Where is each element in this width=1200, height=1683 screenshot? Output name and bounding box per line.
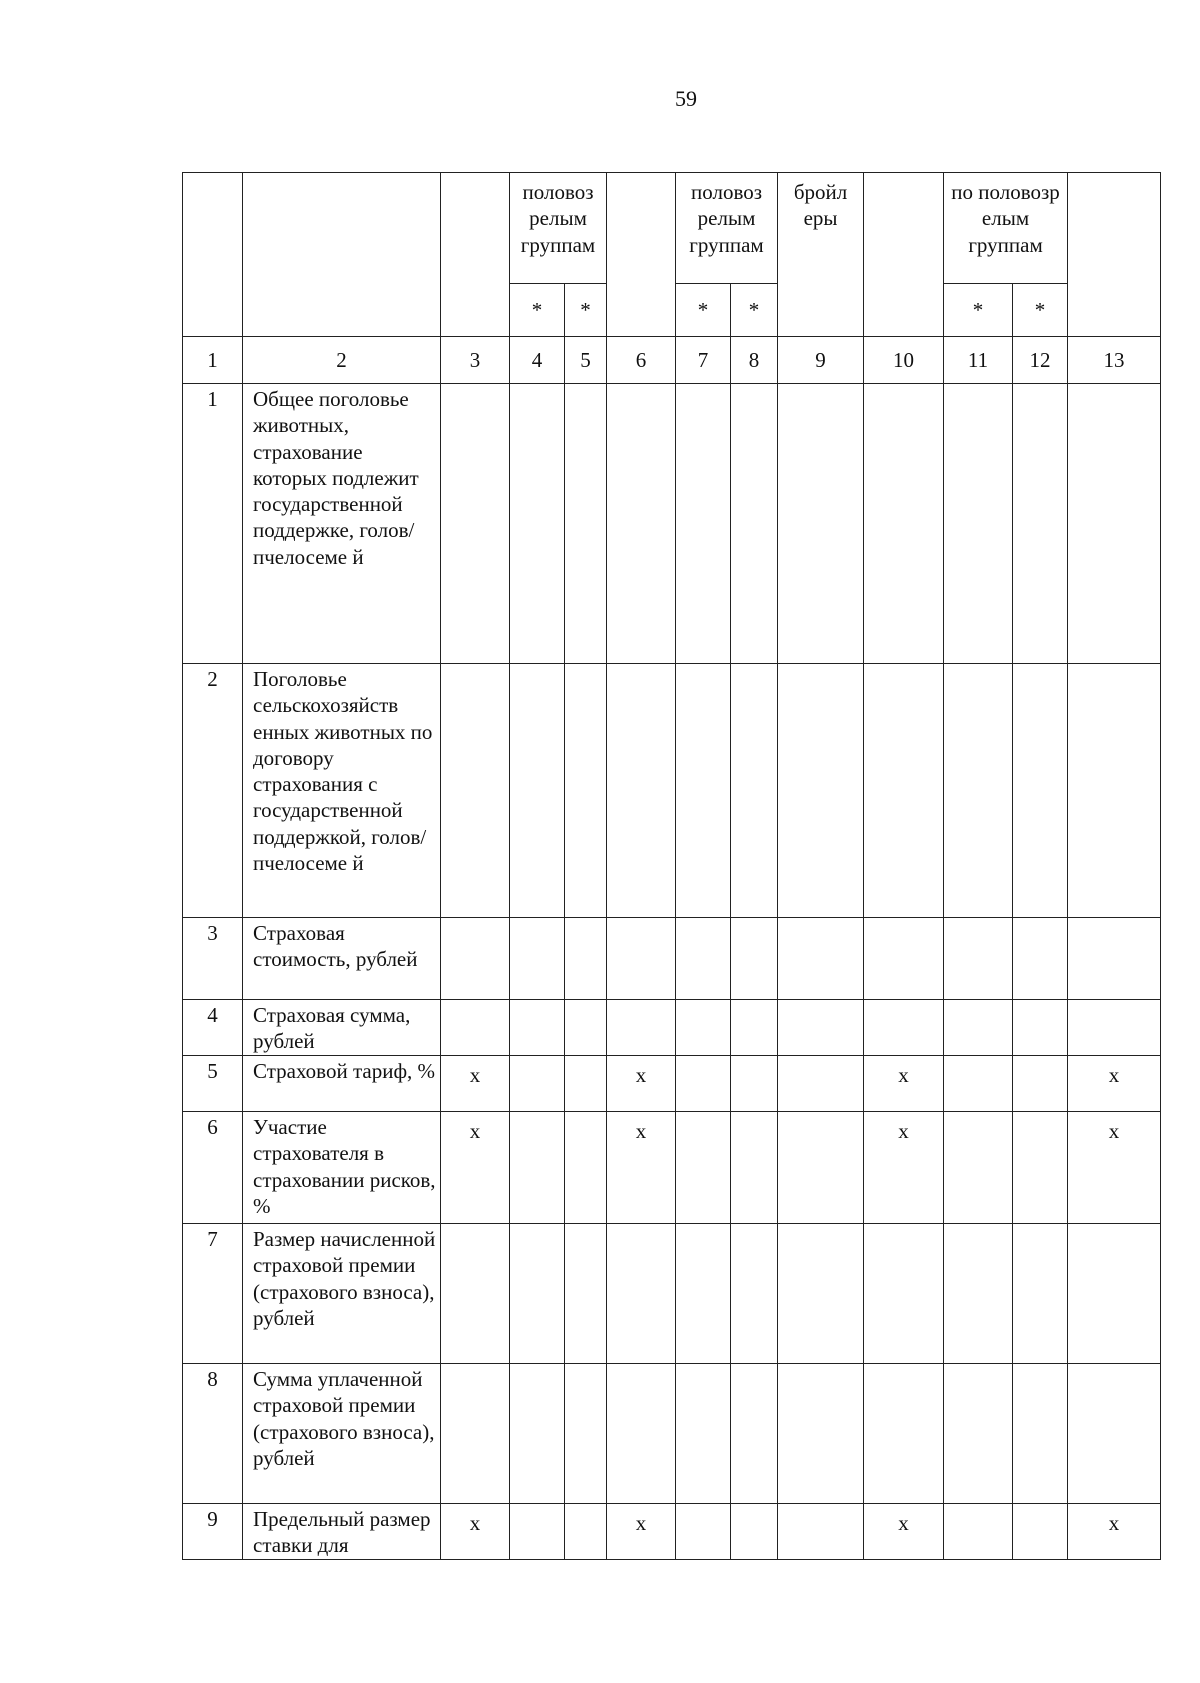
table-row [183,1224,1161,1364]
row-label-cell: Страховой тариф, % [243,1056,441,1112]
header-star-7: * [676,284,731,337]
data-cell [864,1000,944,1056]
data-cell [1068,1224,1161,1364]
header-star-12: * [1013,284,1068,337]
column-number-cell: 12 [1013,337,1068,384]
row-number-cell: 3 [183,918,243,1000]
data-cell [510,384,565,664]
row-label-cell: Страховая стоимость, рублей [243,918,441,1000]
data-cell: х [1068,1504,1161,1560]
table-row [183,1056,1161,1112]
data-cell [676,384,731,664]
data-cell [676,664,731,918]
row-label-cell: Размер начисленной страховой премии (страхового взноса), рублей [243,1224,441,1364]
column-number-cell: 8 [731,337,778,384]
header-cell-6 [607,173,676,337]
data-cell: х [1068,1112,1161,1224]
data-cell [510,1504,565,1560]
data-cell [676,1504,731,1560]
data-cell [731,664,778,918]
page-number: 59 [675,86,697,111]
data-cell [510,1224,565,1364]
data-cell: х [607,1056,676,1112]
data-cell [441,1000,510,1056]
data-cell [607,1224,676,1364]
column-number-cell: 5 [565,337,607,384]
data-cell [731,1000,778,1056]
data-cell [565,1056,607,1112]
data-cell [944,1056,1013,1112]
data-cell: х [607,1112,676,1224]
table-row [183,1000,1161,1056]
data-cell: х [441,1056,510,1112]
data-cell [731,1504,778,1560]
table-row [183,384,1161,664]
table-row [183,1504,1161,1560]
data-cell [778,664,864,918]
data-cell [441,918,510,1000]
data-cell [565,1364,607,1504]
header-star-4: * [510,284,565,337]
data-cell [1013,1224,1068,1364]
data-cell [778,1224,864,1364]
data-cell [778,1000,864,1056]
data-cell [1013,1056,1068,1112]
row-label-cell: Предельный размер ставки для [243,1504,441,1560]
row-label-cell: Поголовье сельскохозяйств енных животных по договору страхования с государственной поддержкой, голов/пчелосеме й [243,664,441,918]
row-label-cell: Участие страхователя в страховании рисков, % [243,1112,441,1224]
data-cell [778,918,864,1000]
column-number-cell: 7 [676,337,731,384]
row-number-cell: 4 [183,1000,243,1056]
data-cell [731,1364,778,1504]
column-number-cell: 1 [183,337,243,384]
row-label-cell: Сумма уплаченной страховой премии (страхового взноса), рублей [243,1364,441,1504]
data-cell [1013,384,1068,664]
row-number-cell: 1 [183,384,243,664]
header-cell-10 [864,173,944,337]
data-cell: х [1068,1056,1161,1112]
data-cell [607,1000,676,1056]
header-star-5: * [565,284,607,337]
data-cell [944,1364,1013,1504]
row-number-cell: 9 [183,1504,243,1560]
row-number-cell: 7 [183,1224,243,1364]
data-cell [944,1504,1013,1560]
header-cell-11-12: по половозр елым группам [944,173,1068,284]
data-cell [676,1224,731,1364]
row-label-cell: Общее поголовье животных, страхование которых подлежит государственной поддержке, голов/пчелосеме й [243,384,441,664]
data-cell [864,664,944,918]
data-cell [1013,1112,1068,1224]
data-cell [607,918,676,1000]
data-cell [510,918,565,1000]
column-number-row [183,337,1161,384]
column-number-cell: 4 [510,337,565,384]
header-row-1 [183,173,1161,284]
data-cell [565,384,607,664]
row-number-cell: 6 [183,1112,243,1224]
row-number-cell: 8 [183,1364,243,1504]
data-cell: х [864,1504,944,1560]
data-cell [731,1056,778,1112]
data-cell [510,664,565,918]
column-number-cell: 13 [1068,337,1161,384]
data-cell [864,918,944,1000]
data-cell [944,1000,1013,1056]
data-cell [1068,1000,1161,1056]
header-star-8: * [731,284,778,337]
data-cell [944,1224,1013,1364]
column-number-cell: 6 [607,337,676,384]
data-cell [441,1364,510,1504]
insurance-table [182,172,1161,1560]
data-cell: х [864,1056,944,1112]
data-cell [565,1112,607,1224]
data-cell [510,1056,565,1112]
data-cell [676,1364,731,1504]
header-cell-1 [183,173,243,337]
data-cell [731,1224,778,1364]
header-cell-3 [441,173,510,337]
table-body [183,384,1161,1560]
data-cell [778,384,864,664]
data-cell [1013,1504,1068,1560]
table-row [183,1364,1161,1504]
data-cell [944,384,1013,664]
data-cell [510,1000,565,1056]
data-cell [1068,664,1161,918]
data-cell: х [864,1112,944,1224]
data-cell [607,664,676,918]
data-cell [565,918,607,1000]
data-cell [778,1364,864,1504]
data-cell [1068,1364,1161,1504]
column-number-cell: 2 [243,337,441,384]
data-cell [864,1364,944,1504]
table-row [183,918,1161,1000]
data-cell [731,1112,778,1224]
row-number-cell: 2 [183,664,243,918]
column-number-cell: 10 [864,337,944,384]
column-number-cell: 3 [441,337,510,384]
data-cell [441,664,510,918]
row-label-cell: Страховая сумма, рублей [243,1000,441,1056]
header-cell-13 [1068,173,1161,337]
data-cell [778,1056,864,1112]
header-star-11: * [944,284,1013,337]
data-cell [607,1364,676,1504]
data-cell [607,384,676,664]
table-row [183,664,1161,918]
data-cell [676,1000,731,1056]
data-cell: х [441,1504,510,1560]
data-cell: х [607,1504,676,1560]
data-cell [1068,384,1161,664]
data-cell [944,664,1013,918]
data-cell [864,1224,944,1364]
data-cell [565,1224,607,1364]
data-cell [1013,1000,1068,1056]
header-cell-7-8: половоз релым группам [676,173,778,284]
data-cell [1013,1364,1068,1504]
data-cell [731,918,778,1000]
column-number-cell: 11 [944,337,1013,384]
data-cell [510,1364,565,1504]
column-number-cell: 9 [778,337,864,384]
data-cell [565,1000,607,1056]
data-cell [944,1112,1013,1224]
table-row [183,1112,1161,1224]
data-cell [1068,918,1161,1000]
header-cell-9: бройл еры [778,173,864,337]
data-cell [864,384,944,664]
data-cell [676,918,731,1000]
data-cell [441,384,510,664]
data-cell [778,1504,864,1560]
data-cell [676,1056,731,1112]
data-cell [565,1504,607,1560]
row-number-cell: 5 [183,1056,243,1112]
data-cell [944,918,1013,1000]
data-cell [731,384,778,664]
data-cell: х [441,1112,510,1224]
data-cell [1013,664,1068,918]
data-cell [441,1224,510,1364]
data-cell [1013,918,1068,1000]
data-cell [565,664,607,918]
header-cell-4-5: половоз релым группам [510,173,607,284]
data-cell [510,1112,565,1224]
data-cell [778,1112,864,1224]
header-cell-2 [243,173,441,337]
data-cell [676,1112,731,1224]
